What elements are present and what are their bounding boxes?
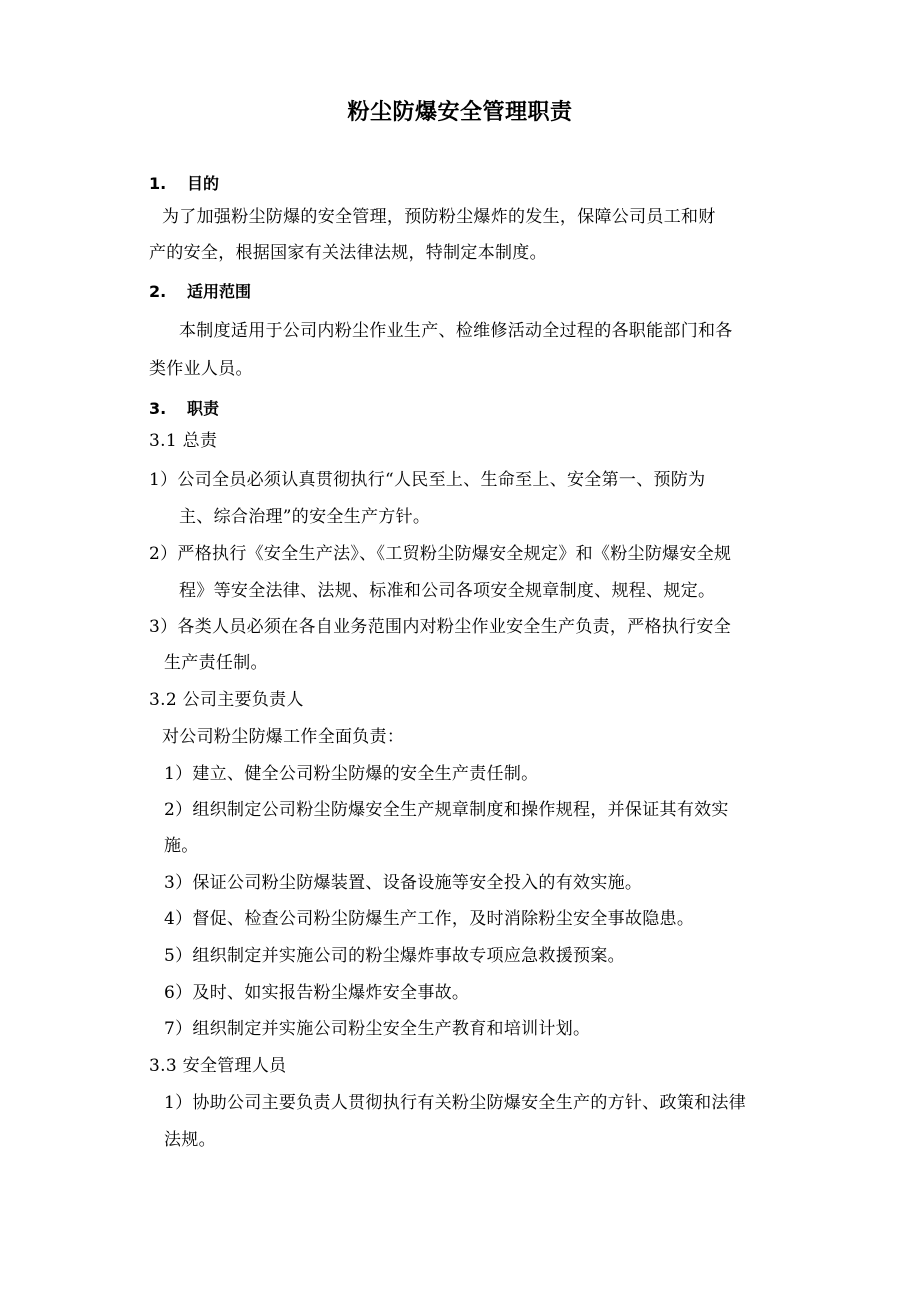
list-item: 2）严格执行《安全生产法》、《工贸粉尘防爆安全规定》和《粉尘防爆安全规 (149, 544, 732, 564)
list-item: 2）组织制定公司粉尘防爆安全生产规章制度和操作规程，并保证其有效实 (164, 800, 729, 820)
section-title: 职责 (187, 399, 220, 418)
list-item: 6）及时、如实报告粉尘爆炸安全事故。 (164, 983, 470, 1003)
list-item: 4）督促、检查公司粉尘防爆生产工作，及时消除粉尘安全事故隐患。 (164, 909, 695, 929)
section-number: 3. (149, 399, 167, 418)
section-1-heading (149, 174, 219, 194)
list-item-continuation: 施。 (164, 836, 199, 856)
paragraph-line: 为了加强粉尘防爆的安全管理，预防粉尘爆炸的发生，保障公司员工和财 (162, 207, 716, 227)
section-title: 适用范围 (187, 282, 252, 301)
paragraph-line: 类作业人员。 (149, 359, 253, 379)
subsection-heading: 3.2 公司主要负责人 (149, 690, 304, 710)
section-2-heading (149, 282, 251, 302)
section-title: 目的 (187, 174, 220, 193)
section-number: 2. (149, 282, 167, 301)
list-item: 3）各类人员必须在各自业务范围内对粉尘作业安全生产负责，严格执行安全 (149, 617, 732, 637)
list-item: 7）组织制定并实施公司粉尘安全生产教育和培训计划。 (164, 1019, 591, 1039)
paragraph-line: 本制度适用于公司内粉尘作业生产、检维修活动全过程的各职能部门和各 (179, 321, 733, 341)
list-item: 3）保证公司粉尘防爆装置、设备设施等安全投入的有效实施。 (164, 873, 643, 893)
subsection-heading: 3.3 安全管理人员 (149, 1056, 287, 1076)
list-item-continuation: 法规。 (164, 1130, 216, 1150)
subsection-heading: 3.1 总责 (149, 431, 218, 451)
list-item: 5）组织制定并实施公司的粉尘爆炸事故专项应急救援预案。 (164, 946, 625, 966)
list-item: 1）建立、健全公司粉尘防爆的安全生产责任制。 (164, 764, 539, 784)
section-number: 1. (149, 174, 167, 193)
list-item: 1）公司全员必须认真贯彻执行“人民至上、生命至上、安全第一、预防为 (149, 470, 706, 490)
list-item-continuation: 生产责任制。 (164, 653, 268, 673)
list-item-continuation: 主、综合治理”的安全生产方针。 (179, 507, 431, 527)
section-3-heading (149, 399, 219, 419)
document-title: 粉尘防爆安全管理职责 (347, 100, 573, 125)
paragraph-line: 产的安全，根据国家有关法律法规，特制定本制度。 (149, 243, 547, 263)
list-item: 1）协助公司主要负责人贯彻执行有关粉尘防爆安全生产的方针、政策和法律 (164, 1093, 747, 1113)
list-item-continuation: 程》等安全法律、法规、标准和公司各项安全规章制度、规程、规定。 (179, 581, 716, 601)
subsection-intro: 对公司粉尘防爆工作全面负责： (162, 727, 405, 747)
